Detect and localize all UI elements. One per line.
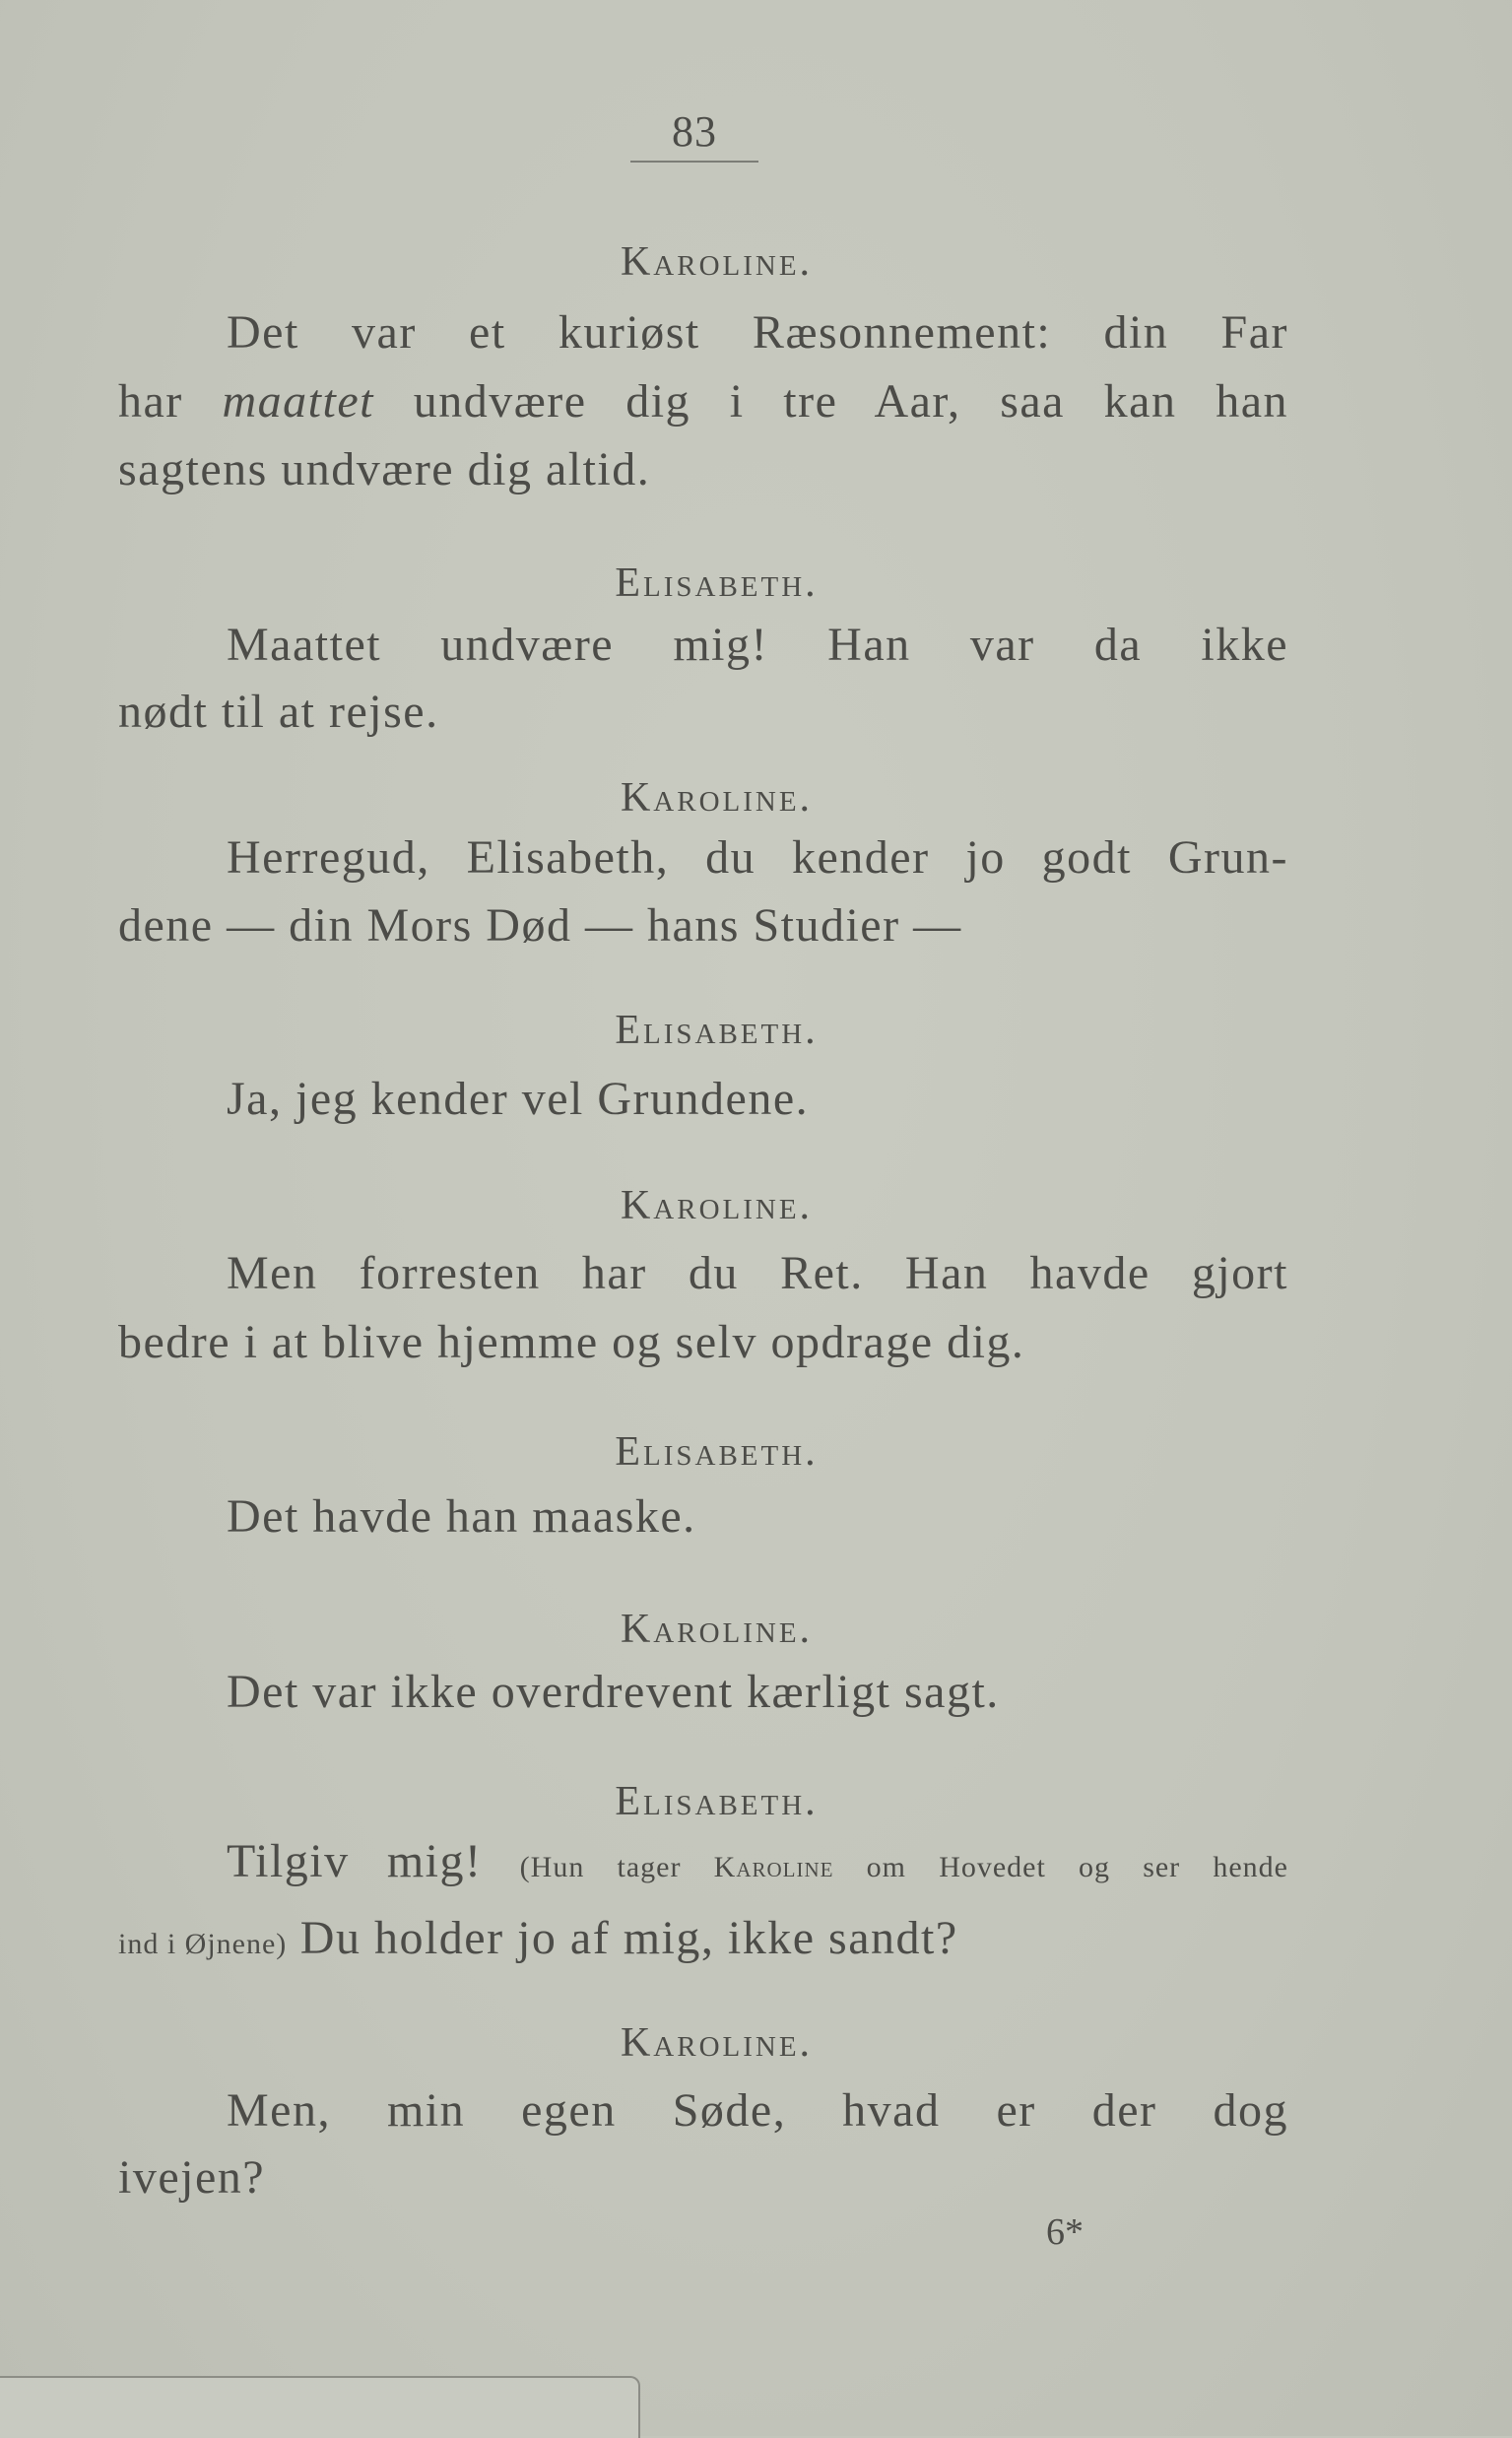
- speaker-name: Elisabeth.: [615, 1429, 819, 1475]
- speaker-name: Elisabeth.: [615, 1779, 819, 1824]
- speaker-name: Elisabeth.: [615, 1008, 819, 1053]
- dialogue-line: sagtens undvære dig altid.: [118, 443, 651, 495]
- dialogue-line: Herregud, Elisabeth, du kender jo godt Grun-: [227, 831, 1288, 884]
- dialogue-line: [118, 1911, 1288, 1965]
- dialogue-line: Men forresten har du Ret. Han havde gjort: [227, 1247, 1288, 1299]
- dialogue-line: Maattet undvære mig! Han var da ikke: [227, 619, 1288, 671]
- dialogue-line: ivejen?: [118, 2151, 266, 2204]
- stage-direction: [520, 1851, 1288, 1883]
- dialogue-line: bedre i at blive hjemme og selv opdrage dig.: [118, 1316, 1025, 1368]
- signature-mark: 6*: [1046, 2211, 1084, 2253]
- speaker-name: Karoline.: [620, 775, 814, 821]
- speaker-name: Karoline.: [620, 1607, 814, 1652]
- dialogue-line: Det havde han maaske.: [227, 1490, 696, 1543]
- emphasis-text: maattet: [222, 375, 374, 428]
- dialogue-line: dene — din Mors Død — hans Studier —: [118, 899, 962, 952]
- stage-direction-text: (Hun tager: [519, 1851, 714, 1883]
- dialogue-text: undvære dig i tre Aar, saa kan han: [373, 375, 1288, 428]
- dialogue-line: nødt til at rejse.: [118, 686, 439, 738]
- stage-direction: ind i Øjnene): [118, 1928, 288, 1960]
- dialogue-line: [118, 374, 1288, 428]
- speaker-name: Karoline.: [620, 2020, 814, 2066]
- stage-direction-name: Karoline: [713, 1851, 834, 1883]
- dialogue-text: har: [118, 375, 223, 428]
- speaker-name: Elisabeth.: [615, 560, 819, 606]
- speaker-name: Karoline.: [620, 239, 814, 285]
- speaker-name: Karoline.: [620, 1183, 814, 1228]
- stage-direction-text: om Hovedet og ser hende: [833, 1851, 1288, 1883]
- dialogue-line: Men, min egen Søde, hvad er der dog: [227, 2084, 1288, 2137]
- dialogue-text: Du holder jo af mig, ikke sandt?: [287, 1912, 958, 1964]
- dialogue-line: [227, 1834, 1288, 1888]
- dialogue-line: Det var ikke overdrevent kærligt sagt.: [227, 1666, 1000, 1718]
- page-number: 83: [630, 106, 758, 163]
- dialogue-line: Ja, jeg kender vel Grundene.: [227, 1073, 810, 1125]
- page-edge-strip: [0, 2376, 640, 2438]
- dialogue-text: Tilgiv mig!: [227, 1835, 483, 1887]
- dialogue-line: Det var et kuriøst Ræsonnement: din Far: [227, 306, 1288, 359]
